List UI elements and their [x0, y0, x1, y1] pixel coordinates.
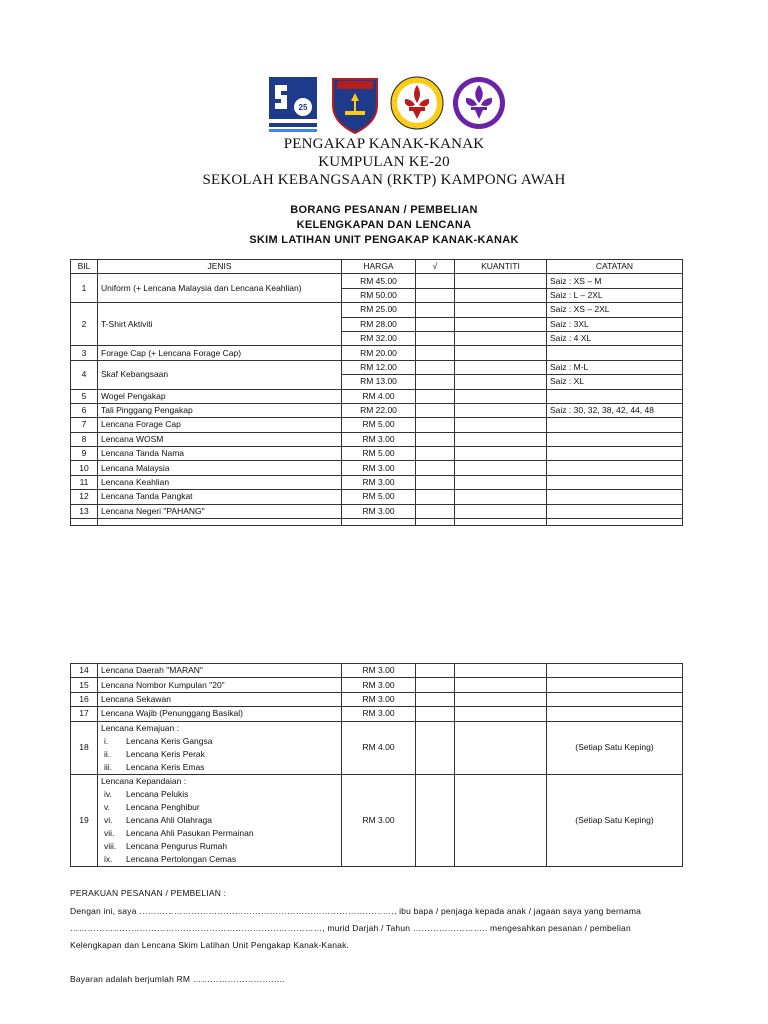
- kuantiti-cell[interactable]: [455, 346, 547, 360]
- bil-cell: 14: [71, 664, 98, 678]
- check-cell[interactable]: [416, 774, 455, 866]
- jenis-cell: Lencana Tanda Nama: [98, 447, 342, 461]
- harga-cell: RM 5.00: [342, 418, 416, 432]
- harga-cell: RM 3.00: [342, 664, 416, 678]
- check-cell[interactable]: [416, 288, 455, 302]
- check-cell[interactable]: [416, 317, 455, 331]
- check-cell[interactable]: [416, 303, 455, 317]
- sub-item: viii. Lencana Pengurus Rumah: [104, 840, 228, 851]
- bil-cell: 3: [71, 346, 98, 360]
- catatan-cell: [547, 418, 683, 432]
- jenis-cell: Lencana Wajib (Penunggang Basikal): [98, 707, 342, 721]
- harga-cell: RM 3.00: [342, 692, 416, 706]
- table-row: [71, 274, 683, 288]
- check-cell[interactable]: [416, 475, 455, 489]
- bil-cell: 11: [71, 475, 98, 489]
- bil-cell: 4: [71, 360, 98, 389]
- form-title3: SKIM LATIHAN UNIT PENGAKAP KANAK-KANAK: [249, 234, 519, 246]
- harga-cell: RM 4.00: [342, 389, 416, 403]
- sub-heading: Lencana Kepandaian :: [101, 775, 187, 786]
- cub-scout-logo-icon: [388, 70, 446, 136]
- header-line2: KUMPULAN KE-20: [318, 154, 450, 170]
- sub-item: vii. Lencana Ahli Pasukan Permainan: [104, 827, 254, 838]
- jenis-cell: Uniform (+ Lencana Malaysia dan Lencana Keahlian): [98, 274, 342, 303]
- payment-line: Bayaran adalah berjumlah RM …………………………..: [70, 974, 285, 984]
- check-cell[interactable]: [416, 707, 455, 721]
- harga-cell: RM 5.00: [342, 490, 416, 504]
- world-scout-logo-icon: [450, 70, 508, 136]
- declaration-line3: Kelengkapan dan Lencana Skim Latihan Unit Pengakap Kanak-Kanak.: [70, 940, 350, 950]
- harga-cell: RM 13.00: [342, 375, 416, 389]
- kuantiti-cell[interactable]: [455, 432, 547, 446]
- catatan-cell: [547, 389, 683, 403]
- kuantiti-cell[interactable]: [455, 303, 547, 317]
- sub-item: v. Lencana Penghibur: [104, 801, 200, 812]
- harga-cell: RM 3.00: [342, 678, 416, 692]
- catatan-cell: (Setiap Satu Keping): [547, 774, 683, 866]
- table-row: [71, 389, 683, 403]
- table-row: [71, 504, 683, 518]
- jenis-cell: T-Shirt Aktiviti: [98, 303, 342, 346]
- harga-cell: RM 3.00: [342, 707, 416, 721]
- jenis-cell: Lencana Negeri "PAHANG": [98, 504, 342, 518]
- harga-cell: RM 3.00: [342, 504, 416, 518]
- table-row: [71, 707, 683, 721]
- bil-cell: 15: [71, 678, 98, 692]
- table-row-blank: [71, 519, 683, 526]
- kuantiti-cell[interactable]: [455, 461, 547, 475]
- catatan-cell: [547, 504, 683, 518]
- bil-cell: 16: [71, 692, 98, 706]
- kuantiti-cell[interactable]: [455, 490, 547, 504]
- harga-cell: RM 3.00: [342, 774, 416, 866]
- kuantiti-cell[interactable]: [455, 375, 547, 389]
- jenis-cell: Skaf Kebangsaan: [98, 360, 342, 389]
- harga-cell: RM 4.00: [342, 721, 416, 774]
- jenis-cell: Lencana Sekawan: [98, 692, 342, 706]
- sub-item: ix. Lencana Pertolongan Cemas: [104, 853, 237, 864]
- declaration-line2: ……………………………………………………………………………, murid Darjah / Tahun …………………….. mengesahkan pesanan / pembelian: [70, 923, 631, 933]
- kuantiti-cell[interactable]: [455, 475, 547, 489]
- catatan-cell: Saiz : XL: [547, 375, 683, 389]
- catatan-cell: Saiz : XS – 2XL: [547, 303, 683, 317]
- kuantiti-cell[interactable]: [455, 774, 547, 866]
- harga-cell: RM 32.00: [342, 331, 416, 345]
- jenis-cell: [98, 774, 342, 866]
- harga-cell: RM 12.00: [342, 360, 416, 374]
- check-cell[interactable]: [416, 274, 455, 288]
- table-row: [71, 490, 683, 504]
- col-kuantiti: KUANTITI: [455, 260, 547, 274]
- sub-item: vi. Lencana Ahli Olahraga: [104, 814, 213, 825]
- kuantiti-cell[interactable]: [455, 403, 547, 417]
- form-title2: KELENGKAPAN DAN LENCANA: [296, 219, 472, 231]
- harga-cell: RM 3.00: [342, 475, 416, 489]
- kuantiti-cell[interactable]: [455, 504, 547, 518]
- catatan-cell: [547, 490, 683, 504]
- catatan-cell: [547, 475, 683, 489]
- catatan-cell: [547, 707, 683, 721]
- catatan-cell: [547, 447, 683, 461]
- kuantiti-cell[interactable]: [455, 317, 547, 331]
- bil-cell: 5: [71, 389, 98, 403]
- check-cell[interactable]: [416, 490, 455, 504]
- bil-cell: 6: [71, 403, 98, 417]
- kuantiti-cell[interactable]: [455, 692, 547, 706]
- check-cell[interactable]: [416, 389, 455, 403]
- check-cell[interactable]: [416, 721, 455, 774]
- check-cell[interactable]: [416, 346, 455, 360]
- bil-cell: 10: [71, 461, 98, 475]
- jenis-cell: Lencana Nombor Kumpulan "20": [98, 678, 342, 692]
- check-cell[interactable]: [416, 447, 455, 461]
- jenis-cell: Lencana Keahlian: [98, 475, 342, 489]
- kuantiti-cell[interactable]: [455, 274, 547, 288]
- check-cell[interactable]: [416, 461, 455, 475]
- bil-cell: 12: [71, 490, 98, 504]
- bil-cell: 13: [71, 504, 98, 518]
- catatan-cell: [547, 664, 683, 678]
- kuantiti-cell[interactable]: [455, 664, 547, 678]
- jenis-cell: [98, 721, 342, 774]
- catatan-cell: [547, 678, 683, 692]
- catatan-cell: Saiz : L – 2XL: [547, 288, 683, 302]
- harga-cell: RM 25.00: [342, 303, 416, 317]
- col-bil: BIL: [71, 260, 98, 274]
- table-row: [71, 692, 683, 706]
- harga-cell: RM 22.00: [342, 403, 416, 417]
- jenis-cell: Lencana Daerah "MARAN": [98, 664, 342, 678]
- col-catatan: CATATAN: [547, 260, 683, 274]
- sub-item: iv. Lencana Pelukis: [104, 788, 189, 799]
- table-row: [71, 774, 683, 866]
- school-logo-icon: [264, 70, 322, 136]
- kuantiti-cell[interactable]: [455, 707, 547, 721]
- check-cell[interactable]: [416, 418, 455, 432]
- table-row: [71, 721, 683, 774]
- svg-text:25: 25: [298, 103, 308, 112]
- bil-cell: 17: [71, 707, 98, 721]
- catatan-cell: [547, 432, 683, 446]
- table-row: [71, 447, 683, 461]
- check-cell[interactable]: [416, 664, 455, 678]
- jenis-cell: Wogel Pengakap: [98, 389, 342, 403]
- scout-shield-logo-icon: [326, 70, 384, 136]
- catatan-cell: [547, 346, 683, 360]
- check-cell[interactable]: [416, 403, 455, 417]
- check-cell[interactable]: [416, 504, 455, 518]
- sub-item: iii. Lencana Keris Emas: [104, 761, 205, 772]
- declaration-heading: PERAKUAN PESANAN / PEMBELIAN :: [70, 888, 227, 898]
- table-header-row: [71, 260, 683, 274]
- catatan-cell: [547, 692, 683, 706]
- table-row: [71, 360, 683, 374]
- check-cell[interactable]: [416, 375, 455, 389]
- kuantiti-cell[interactable]: [455, 288, 547, 302]
- harga-cell: RM 28.00: [342, 317, 416, 331]
- table-row: [71, 346, 683, 360]
- col-check: √: [416, 260, 455, 274]
- logo-row: [264, 70, 508, 136]
- check-cell[interactable]: [416, 331, 455, 345]
- table-row: [71, 461, 683, 475]
- catatan-cell: (Setiap Satu Keping): [547, 721, 683, 774]
- bil-cell: 9: [71, 447, 98, 461]
- check-cell[interactable]: [416, 360, 455, 374]
- table-row: [71, 303, 683, 317]
- table-row: [71, 475, 683, 489]
- kuantiti-cell[interactable]: [455, 447, 547, 461]
- bil-cell: 1: [71, 274, 98, 303]
- bil-cell: 19: [71, 774, 98, 866]
- table-row: [71, 403, 683, 417]
- harga-cell: RM 20.00: [342, 346, 416, 360]
- jenis-cell: Lencana WOSM: [98, 432, 342, 446]
- sub-item: ii. Lencana Keris Perak: [104, 748, 205, 759]
- kuantiti-cell[interactable]: [455, 389, 547, 403]
- jenis-cell: Tali Pinggang Pengakap: [98, 403, 342, 417]
- bil-cell: 8: [71, 432, 98, 446]
- harga-cell: RM 45.00: [342, 274, 416, 288]
- order-table-1: [70, 259, 683, 526]
- check-cell[interactable]: [416, 678, 455, 692]
- table-row: [71, 678, 683, 692]
- kuantiti-cell[interactable]: [455, 678, 547, 692]
- jenis-cell: Forage Cap (+ Lencana Forage Cap): [98, 346, 342, 360]
- harga-cell: RM 3.00: [342, 461, 416, 475]
- col-harga: HARGA: [342, 260, 416, 274]
- sub-item: i. Lencana Keris Gangsa: [104, 735, 213, 746]
- jenis-cell: Lencana Malaysia: [98, 461, 342, 475]
- check-cell[interactable]: [416, 432, 455, 446]
- catatan-cell: Saiz : 4 XL: [547, 331, 683, 345]
- jenis-cell: Lencana Forage Cap: [98, 418, 342, 432]
- kuantiti-cell[interactable]: [455, 721, 547, 774]
- harga-cell: RM 50.00: [342, 288, 416, 302]
- harga-cell: RM 5.00: [342, 447, 416, 461]
- table-row: [71, 418, 683, 432]
- check-cell[interactable]: [416, 692, 455, 706]
- header-line1: PENGAKAP KANAK-KANAK: [283, 136, 485, 152]
- table-row: [71, 432, 683, 446]
- declaration-line1: Dengan ini, saya ……………………………………………………………………………., ibu bapa / penjaga kepada anak / jagaan saya yang bernama: [70, 906, 642, 916]
- kuantiti-cell[interactable]: [455, 360, 547, 374]
- sub-heading: Lencana Kemajuan :: [101, 722, 179, 733]
- jenis-cell: Lencana Tanda Pangkat: [98, 490, 342, 504]
- kuantiti-cell[interactable]: [455, 331, 547, 345]
- bil-cell: 2: [71, 303, 98, 346]
- order-table-2: [70, 663, 683, 867]
- harga-cell: RM 3.00: [342, 432, 416, 446]
- header-line3: SEKOLAH KEBANGSAAN (RKTP) KAMPONG AWAH: [202, 172, 566, 188]
- catatan-cell: Saiz : M-L: [547, 360, 683, 374]
- catatan-cell: Saiz : 3XL: [547, 317, 683, 331]
- catatan-cell: Saiz : 30, 32, 38, 42, 44, 48: [547, 403, 683, 417]
- form-title1: BORANG PESANAN / PEMBELIAN: [290, 204, 478, 216]
- kuantiti-cell[interactable]: [455, 418, 547, 432]
- col-jenis: JENIS: [98, 260, 342, 274]
- bil-cell: 18: [71, 721, 98, 774]
- catatan-cell: Saiz : XS – M: [547, 274, 683, 288]
- bil-cell: 7: [71, 418, 98, 432]
- catatan-cell: [547, 461, 683, 475]
- table-row: [71, 664, 683, 678]
